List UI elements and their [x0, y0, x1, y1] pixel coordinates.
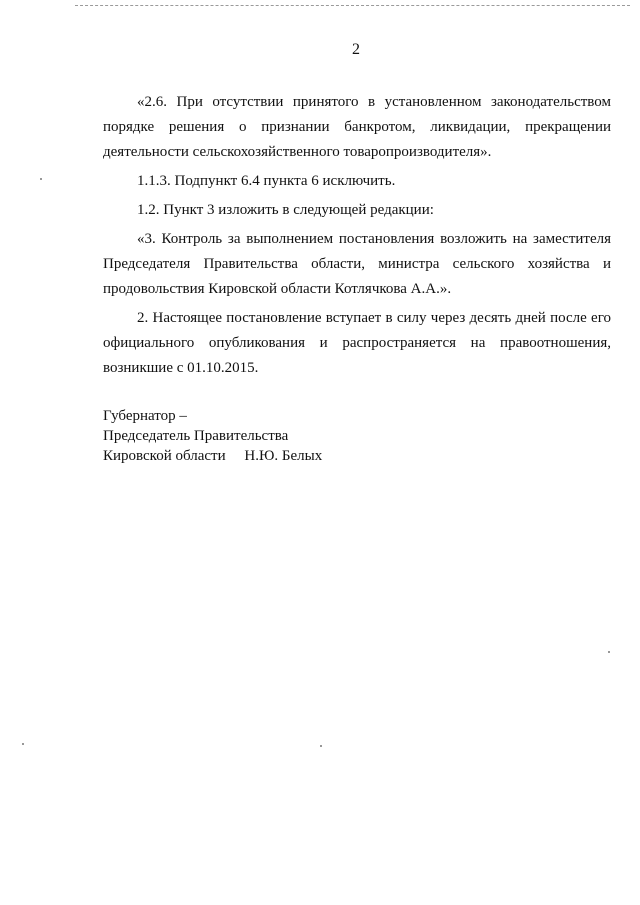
- scan-speck: [22, 743, 24, 745]
- scan-speck: [40, 178, 42, 180]
- document-body: [103, 90, 611, 381]
- signature-title-chairman: Председатель Правительства: [103, 428, 289, 444]
- scan-speck: [608, 651, 610, 653]
- paragraph-2-effective-date: 2. Настоящее постановление вступает в силу через десять дней после его официального опубликования и распространяется на правоотношения, возникшие с 01.10.2015.: [103, 310, 611, 376]
- paragraph-2-6: «2.6. При отсутствии принятого в установленном законодательством порядке решения о признании банкротом, ликвидации, прекращении деятельности сельскохозяйственного товаропроизводителя».: [103, 94, 611, 160]
- paragraph-1-1-3: 1.1.3. Подпункт 6.4 пункта 6 исключить.: [137, 173, 396, 189]
- top-scan-rule: [75, 5, 630, 6]
- page-number: 2: [352, 41, 360, 58]
- signature-region-name: Кировской области Н.Ю. Белых: [103, 448, 323, 464]
- signature-title-governor: Губернатор –: [103, 408, 187, 424]
- paragraph-1-2: 1.2. Пункт 3 изложить в следующей редакции:: [137, 202, 434, 218]
- paragraph-3-control: «3. Контроль за выполнением постановления возложить на заместителя Председателя Правительства области, министра сельского хозяйства и продовольствия Кировской области Котлячкова А.А.».: [103, 231, 611, 297]
- scan-speck: [320, 745, 322, 747]
- signature-block: [103, 406, 403, 466]
